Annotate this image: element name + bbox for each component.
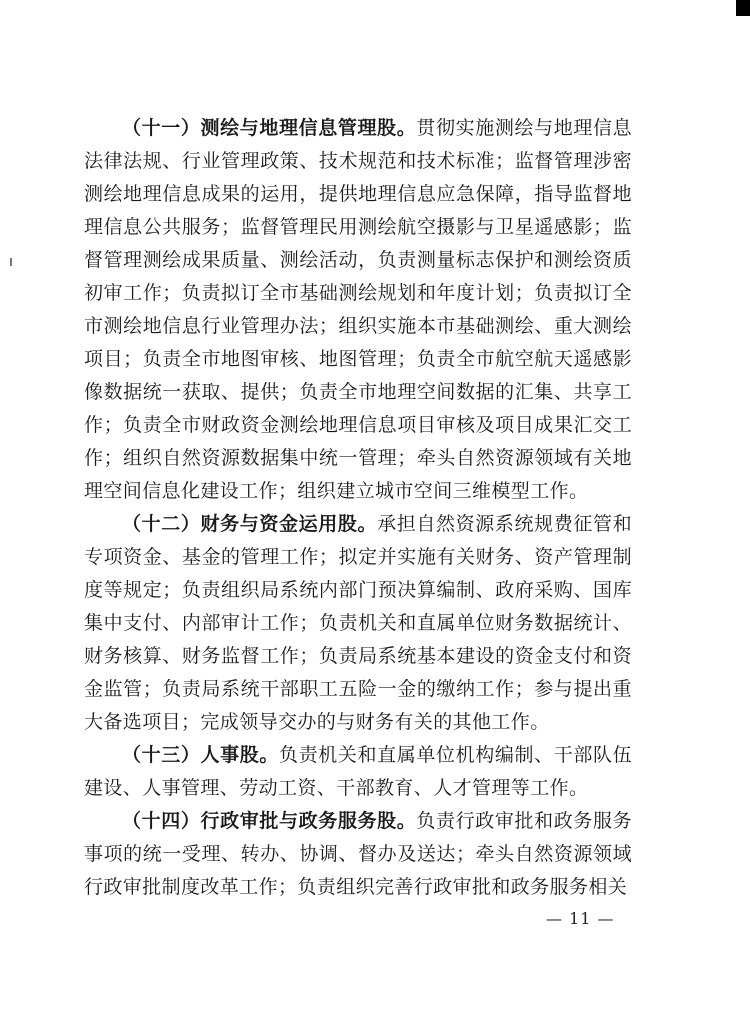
section-body: 贯彻实施测绘与地理信息法律法规、行业管理政策、技术规范和技术标准；监督管理涉密测绘地理信息成果的运用，提供地理信息应急保障，指导监督地理信息公共服务；监督管理民用测绘航空摄影与卫星遥感影；监督管理测绘成果质量、测绘活动，负责测量标志保护和测绘资质初审工作；负责拟订全市基础测绘规划和年度计划；负责拟订全市测绘地信息行业管理办法；组织实施本市基础测绘、重大测绘项目；负责全市地图审核、地图管理；负责全市航空航天遥感影像数据统一获取、提供；负责全市地理空间数据的汇集、共享工作；负责全市财政资金测绘地理信息项目审核及项目成果汇交工作；组织自然资源数据集中统一管理；牵头自然资源领域有关地理空间信息化建设工作；组织建立城市空间三维模型工作。	[84, 117, 632, 502]
page-number: — 11 —	[546, 909, 615, 928]
section-heading: （十三）人事股。	[122, 744, 279, 766]
section-14	[84, 805, 632, 904]
section-13	[84, 739, 632, 805]
section-heading: （十四）行政审批与政务服务股。	[122, 810, 417, 832]
scan-edge-mark	[10, 258, 12, 266]
section-heading: （十二）财务与资金运用股。	[122, 513, 378, 535]
section-heading: （十一）测绘与地理信息管理股。	[122, 117, 417, 139]
section-body: 负责机关和直属单位机构编制、干部队伍建设、人事管理、劳动工资、干部教育、人才管理等工作。	[84, 744, 633, 799]
scan-corner-mark	[736, 0, 750, 16]
section-body: 承担自然资源系统规费征管和专项资金、基金的管理工作；拟定并实施有关财务、资产管理制度等规定；负责组织局系统内部门预决算编制、政府采购、国库集中支付、内部审计工作；负责机关和直属单位财务数据统计、财务核算、财务监督工作；负责局系统基本建设的资金支付和资金监管；负责局系统干部职工五险一金的缴纳工作；参与提出重大备选项目；完成领导交办的与财务有关的其他工作。	[84, 513, 632, 733]
section-body: 负责行政审批和政务服务事项的统一受理、转办、协调、督办及送达；牵头自然资源领域行政审批制度改革工作；负责组织完善行政审批和政务服务相关	[84, 810, 632, 898]
section-11	[84, 112, 632, 508]
section-12	[84, 508, 632, 739]
document-body	[84, 112, 632, 904]
